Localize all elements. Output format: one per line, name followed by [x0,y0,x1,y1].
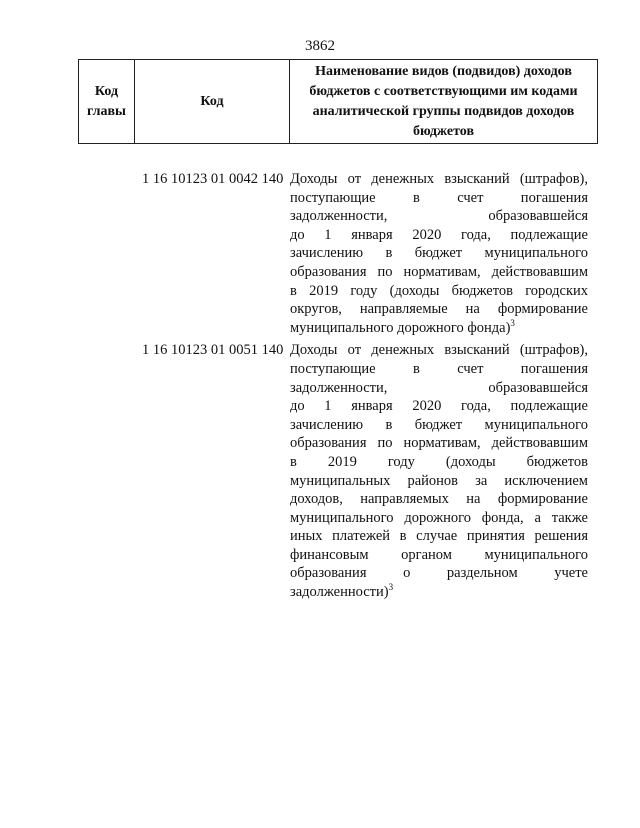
description-line: доходов, направляемых на формирование [290,491,588,508]
description-line-last [290,319,588,338]
table-row [78,341,598,601]
description-line: в 2019 году (доходы бюджетов городских [290,282,588,299]
description-line: иных платежей в случае принятия решения [290,528,588,545]
header-name-line: Наименование видов (подвидов) доходов [315,63,572,79]
header-name-line: аналитической группы подвидов доходов [312,103,575,119]
row-description [290,170,598,337]
description-text: муниципального дорожного фонда) [290,319,511,336]
header-name [290,60,597,143]
description-line: задолженности, образовавшейся [290,379,588,396]
description-line: образования по нормативам, действовавшим [290,435,588,452]
header-name-line: бюджетов [412,123,475,139]
description-line: до 1 января 2020 года, подлежащие [290,226,588,243]
table-header [78,59,598,144]
description-line: образования о раздельном учете [290,565,588,582]
description-line: Доходы от денежных взысканий (штрафов), [290,171,588,187]
description-line: муниципального дорожного фонда, а также [290,509,588,526]
row-description [290,341,598,601]
description-line: зачислению в бюджет муниципального [290,416,588,433]
description-line: в 2019 году (доходы бюджетов [290,453,588,470]
description-line: до 1 января 2020 года, подлежащие [290,398,588,415]
description-text: задолженности) [290,584,389,601]
description-line-last [290,583,588,602]
description-line: задолженности, образовавшейся [290,208,588,225]
footnote-marker: 3 [388,582,394,593]
description-line: Доходы от денежных взысканий (штрафов), [290,342,588,359]
description-line: муниципальных районов за исключением [290,472,588,489]
header-chapter-code-line: Код [94,83,119,99]
header-chapter-code-line: главы [87,103,126,119]
description-line: поступающие в счет погашения [290,189,588,206]
table-row [78,170,598,337]
description-line: финансовым органом муниципального [290,546,588,563]
description-line: зачислению в бюджет муниципального [290,245,588,262]
table-body [78,170,598,606]
description-line: образования по нормативам, действовавшим [290,263,588,280]
footnote-marker: 3 [510,317,515,328]
row-code: 1 16 10123 01 0042 140 [142,171,284,187]
header-chapter-code [79,60,135,143]
header-code: Код [135,60,290,143]
description-line: поступающие в счет погашения [290,360,588,377]
row-code: 1 16 10123 01 0051 140 [142,342,284,359]
header-name-line: бюджетов с соответствующими им кодами [309,83,578,99]
description-line: округов, направляемые на формирование [290,301,588,318]
page-number: 3862 [305,38,335,54]
